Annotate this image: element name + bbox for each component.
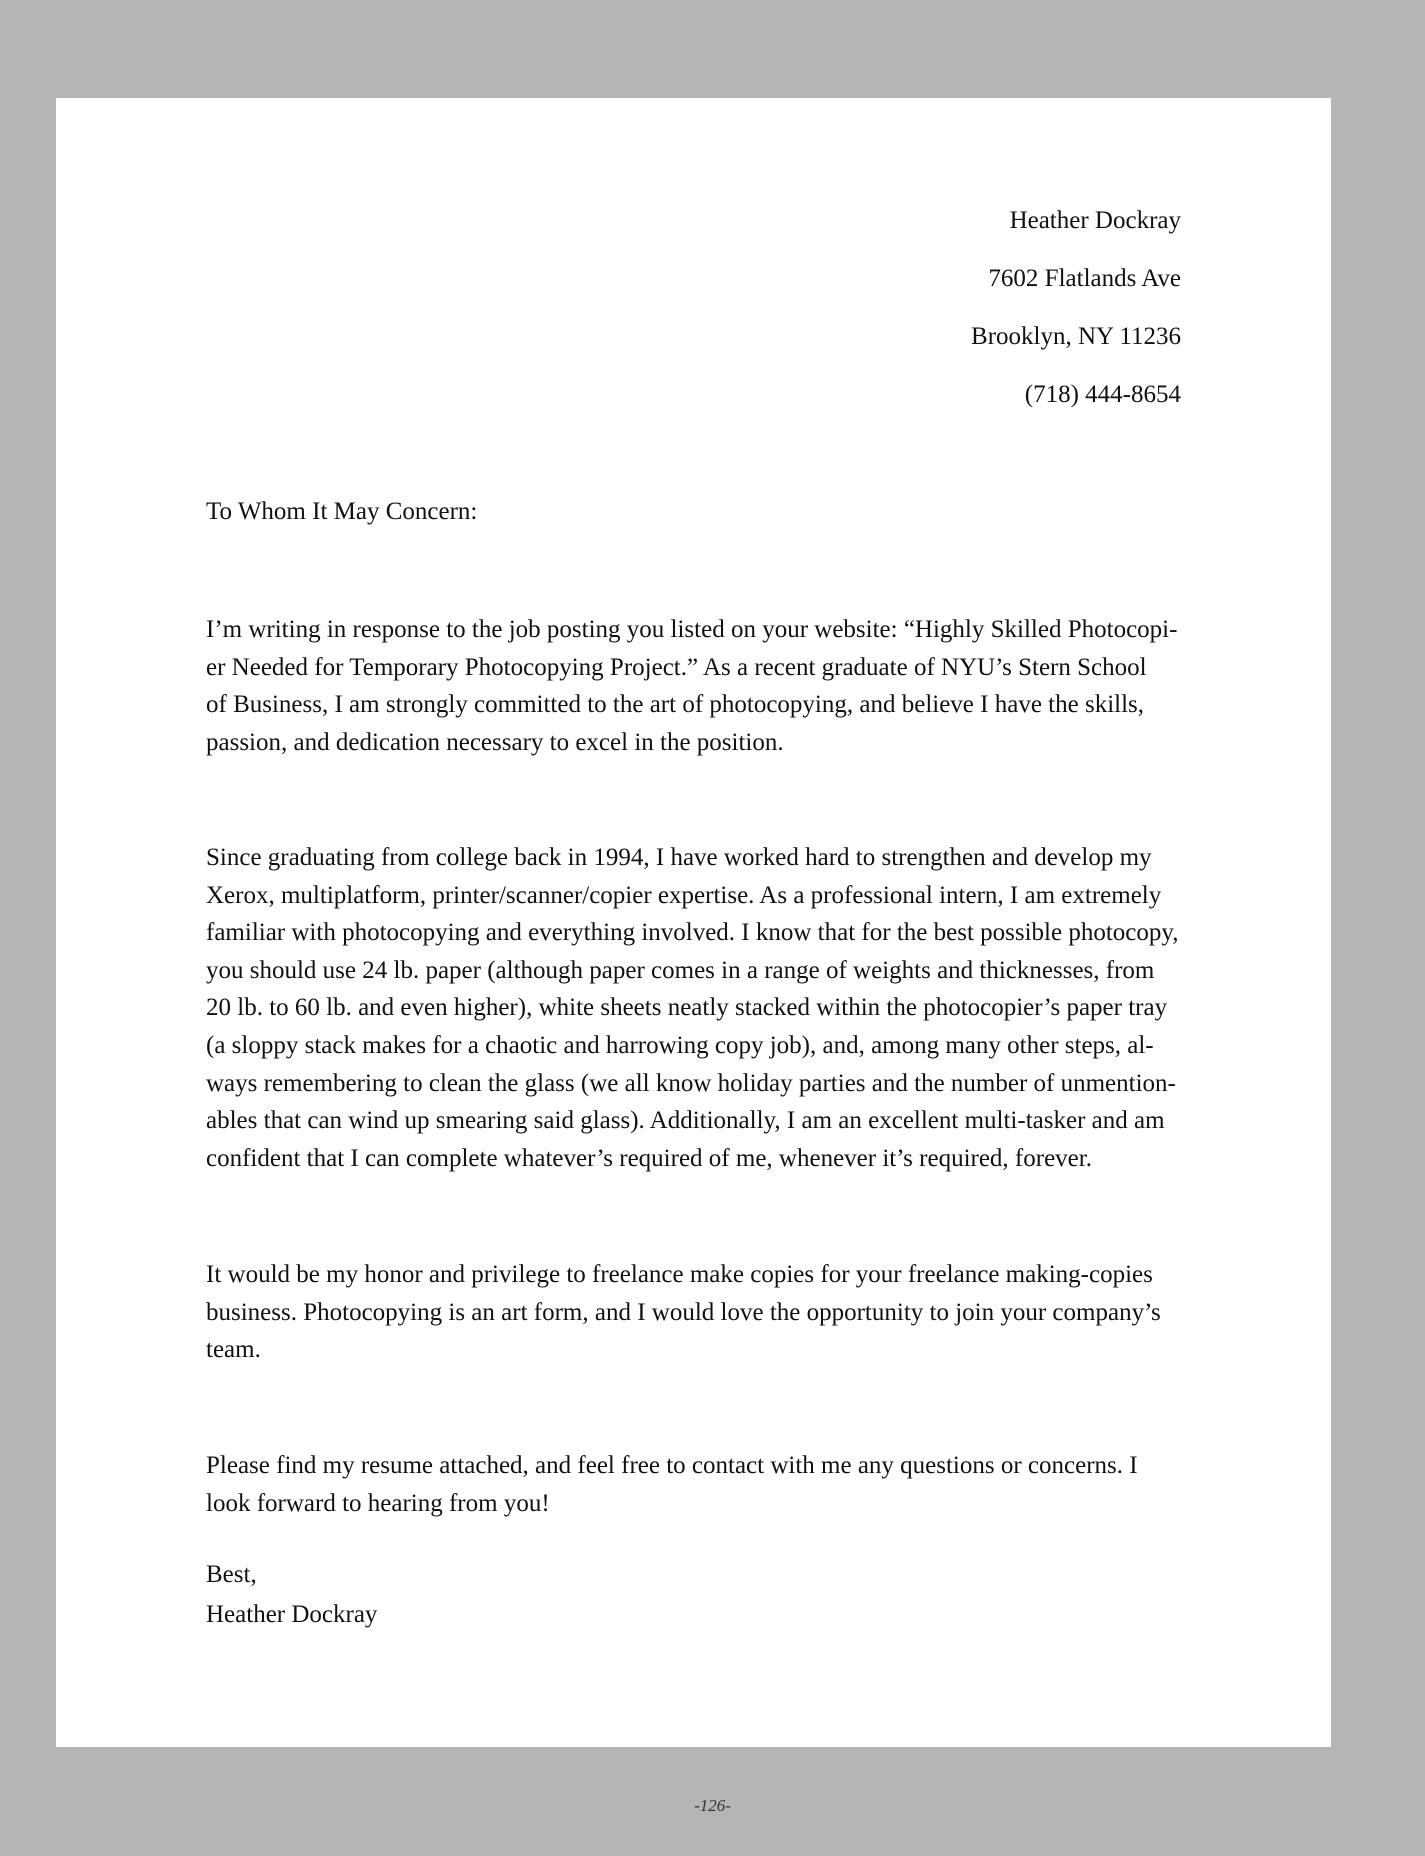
paragraph-honor [206,1256,1181,1369]
paragraph-line: passion, and dedication necessary to excel in the position. [206,728,784,756]
paragraph-line: you should use 24 lb. paper (although paper comes in a range of weights and thicknesses, from [206,956,1155,984]
sender-city-state-zip: Brooklyn, NY 11236 [971,323,1181,350]
paragraph-line: 20 lb. to 60 lb. and even higher), white sheets neatly stacked within the photocopier’s paper tray [206,994,1168,1022]
paragraph-line: look forward to hearing from you! [206,1489,550,1517]
paragraph-line: It would be my honor and privilege to freelance make copies for your freelance making-copies [206,1261,1153,1288]
paragraph-line: confident that I can complete whatever’s required of me, whenever it’s required, forever. [206,1144,1092,1172]
paragraph-intro [206,611,1181,761]
paragraph-line: Since graduating from college back in 1994, I have worked hard to strengthen and develop my [206,844,1152,871]
paragraph-line: Please find my resume attached, and feel free to contact with me any questions or concerns. I [206,1452,1138,1479]
page-number: -126- [694,1796,731,1815]
sender-address-block [971,208,1181,440]
valediction: Best, [206,1561,257,1588]
paragraph-line: familiar with photocopying and everything involved. I know that for the best possible photocopy, [206,919,1179,947]
paragraph-line: er Needed for Temporary Photocopying Project.” As a recent graduate of NYU’s Stern School [206,653,1147,681]
paragraph-line: ways remembering to clean the glass (we all know holiday parties and the number of unmention- [206,1069,1176,1097]
sender-name: Heather Dockray [1009,207,1181,234]
paragraph-line: ables that can wind up smearing said glass). Additionally, I am an excellent multi-tasker and am [206,1107,1165,1135]
closing-block [206,1555,377,1635]
salutation: To Whom It May Concern: [206,498,478,525]
sender-street: 7602 Flatlands Ave [988,265,1181,292]
paragraph-line: (a sloppy stack makes for a chaotic and harrowing copy job), and, among many other steps, al- [206,1031,1154,1059]
paragraph-line: I’m writing in response to the job posting you listed on your website: “Highly Skilled Photocopi- [206,616,1178,643]
paragraph-resume [206,1447,1181,1522]
paragraph-line: team. [206,1336,261,1364]
paragraph-experience [206,839,1181,1177]
signature-name: Heather Dockray [206,1601,378,1628]
paragraph-line: of Business, I am strongly committed to the art of photocopying, and believe I have the skills, [206,691,1145,719]
sender-phone: (718) 444-8654 [1024,381,1181,408]
paragraph-line: Xerox, multiplatform, printer/scanner/copier expertise. As a professional intern, I am extremely [206,881,1162,909]
letter-page [56,98,1331,1747]
paragraph-line: business. Photocopying is an art form, and I would love the opportunity to join your company’s [206,1298,1161,1326]
